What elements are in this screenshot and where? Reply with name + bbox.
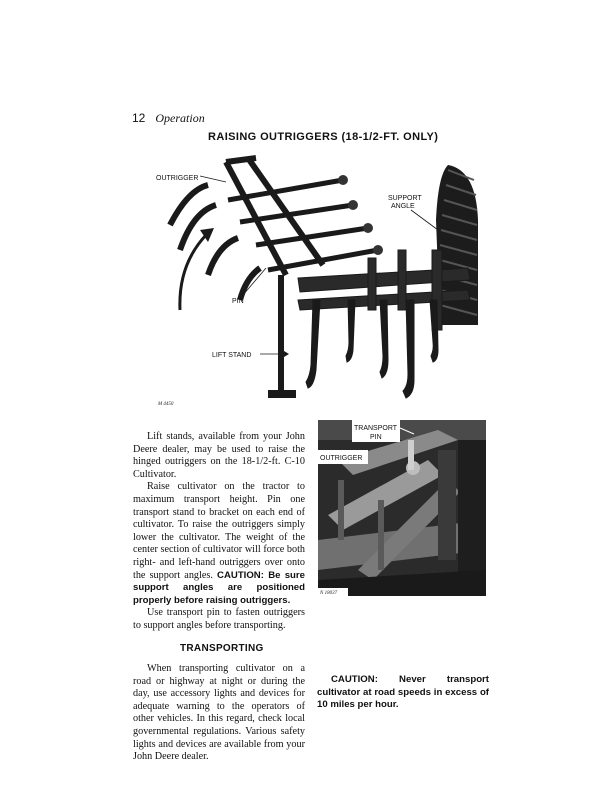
figure-id: M 4450 — [158, 402, 174, 407]
page-header — [132, 111, 205, 126]
label-pin: PIN — [232, 298, 244, 305]
paragraph-raise-text: Raise cultivator on the tractor to maximum transport height. Pin one transport stand to bracket on each end of cultivator. To raise the outriggers simply lower the cultivator. The weight of the center section of cultivator will force both right- and left-hand outriggers over onto the support angles. — [133, 481, 305, 581]
section-name: Operation — [155, 111, 205, 125]
paragraph-transport-pin: Use transport pin to fasten outriggers to support angles before transporting. — [133, 607, 305, 631]
section-title: RAISING OUTRIGGERS (18-1/2-FT. ONLY) — [208, 131, 439, 143]
paragraph-raise-cultivator — [133, 481, 305, 607]
body-column-right — [317, 674, 489, 712]
figure-transport-pin — [318, 420, 486, 596]
label-outrigger: OUTRIGGER — [156, 175, 199, 182]
figure-raising-outriggers — [148, 150, 480, 412]
label-transport: TRANSPORT — [354, 425, 398, 432]
paragraph-transporting: When transporting cultivator on a road or highway at night or during the day, use accessory lights and devices for adequate warning to the operators of other vehicles. In this regard, check local governmental regulations. Various safety lights and devices are available from your John Deere dealer. — [133, 663, 305, 763]
body-column-left — [133, 431, 305, 633]
label-outrigger-2: OUTRIGGER — [320, 455, 363, 462]
paragraph-lift-stands: Lift stands, available from your John Deere dealer, may be used to raise the hinged outriggers on the 18-1/2-ft. C-10 Cultivator. — [133, 431, 305, 480]
label-lift-stand: LIFT STAND — [212, 352, 252, 359]
subheading-transporting: TRANSPORTING — [180, 643, 264, 654]
caution-road-speed: CAUTION: Never transport cultivator at road speeds in excess of 10 miles per hour. — [317, 674, 489, 711]
figure-id-2: N 18037 — [320, 591, 338, 596]
page-number: 12 — [132, 111, 146, 125]
label-support-angle-2: ANGLE — [391, 203, 415, 210]
caution-support-angles: CAUTION: Be sure support angles are positioned properly before raising outriggers. — [133, 569, 305, 606]
label-pin-2: PIN — [370, 434, 382, 441]
body-column-left-bottom — [133, 663, 305, 764]
label-support-angle-1: SUPPORT — [388, 195, 422, 202]
